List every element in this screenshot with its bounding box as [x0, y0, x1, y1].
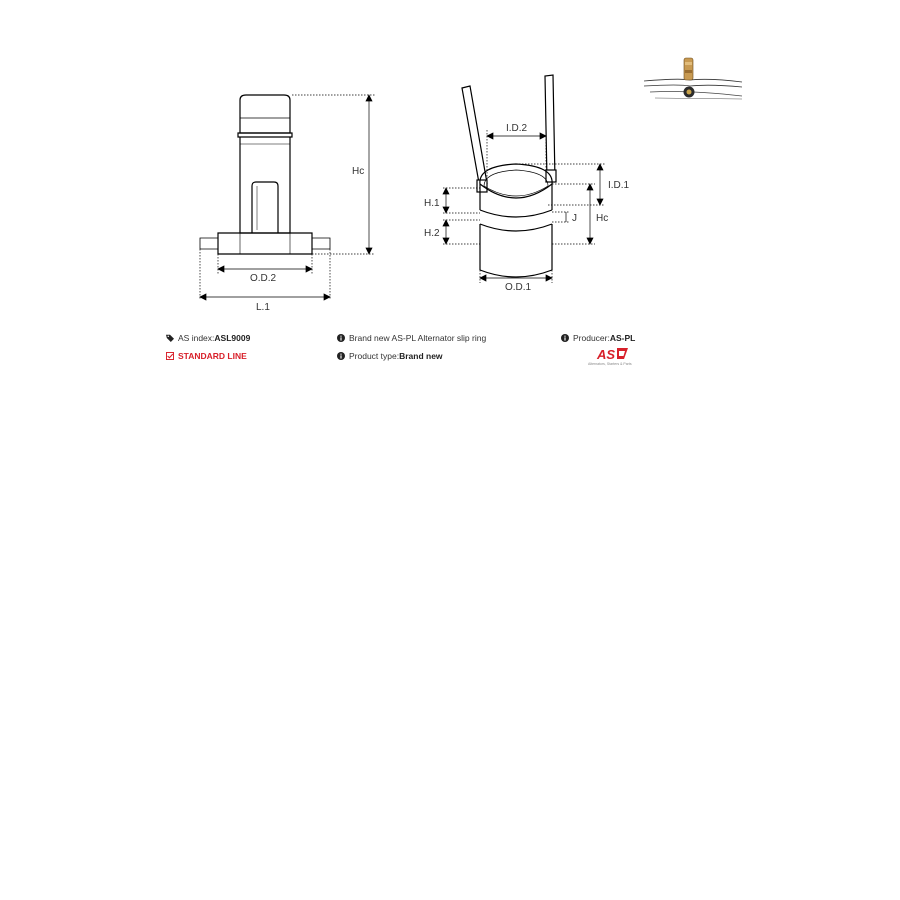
left-hc-label: Hc	[352, 166, 365, 177]
id1-label: I.D.1	[608, 180, 630, 191]
technical-drawing	[0, 0, 900, 330]
as-index-value: ASL9009	[214, 333, 251, 343]
product-type-prefix: Product type:	[349, 351, 400, 361]
product-type-value: Brand new	[399, 351, 443, 361]
check-square-icon	[166, 352, 174, 360]
info-circle-icon	[337, 352, 345, 360]
j-label: J	[572, 213, 577, 224]
info-circle-icon	[337, 334, 345, 342]
description	[337, 333, 486, 343]
description-text: Brand new AS-PL Alternator slip ring	[349, 333, 487, 343]
slip-ring-side-view	[200, 95, 330, 254]
tag-icon	[166, 334, 174, 342]
as-pl-logo	[596, 346, 630, 362]
standard-line-label: STANDARD LINE	[178, 351, 247, 361]
logo-subtitle: Alternators, Starters & Parts	[588, 362, 632, 366]
od2-label: O.D.2	[250, 273, 277, 284]
producer-value: AS-PL	[609, 333, 636, 343]
id2-label: I.D.2	[506, 123, 528, 134]
as-index	[166, 333, 250, 343]
producer	[561, 333, 635, 343]
h1-label: H.1	[424, 198, 440, 209]
od1-label: O.D.1	[505, 282, 532, 293]
standard-line	[166, 351, 247, 361]
producer-prefix: Producer:	[573, 333, 610, 343]
as-index-prefix: AS index:	[178, 333, 215, 343]
product-type	[337, 351, 443, 361]
right-hc-label: Hc	[596, 213, 609, 224]
l1-label: L.1	[256, 302, 270, 313]
logo-text: AS	[597, 347, 616, 362]
h2-label: H.2	[424, 228, 440, 239]
info-circle-icon	[561, 334, 569, 342]
slip-ring-perspective-view	[462, 75, 556, 277]
product-thumbnail	[644, 58, 742, 99]
